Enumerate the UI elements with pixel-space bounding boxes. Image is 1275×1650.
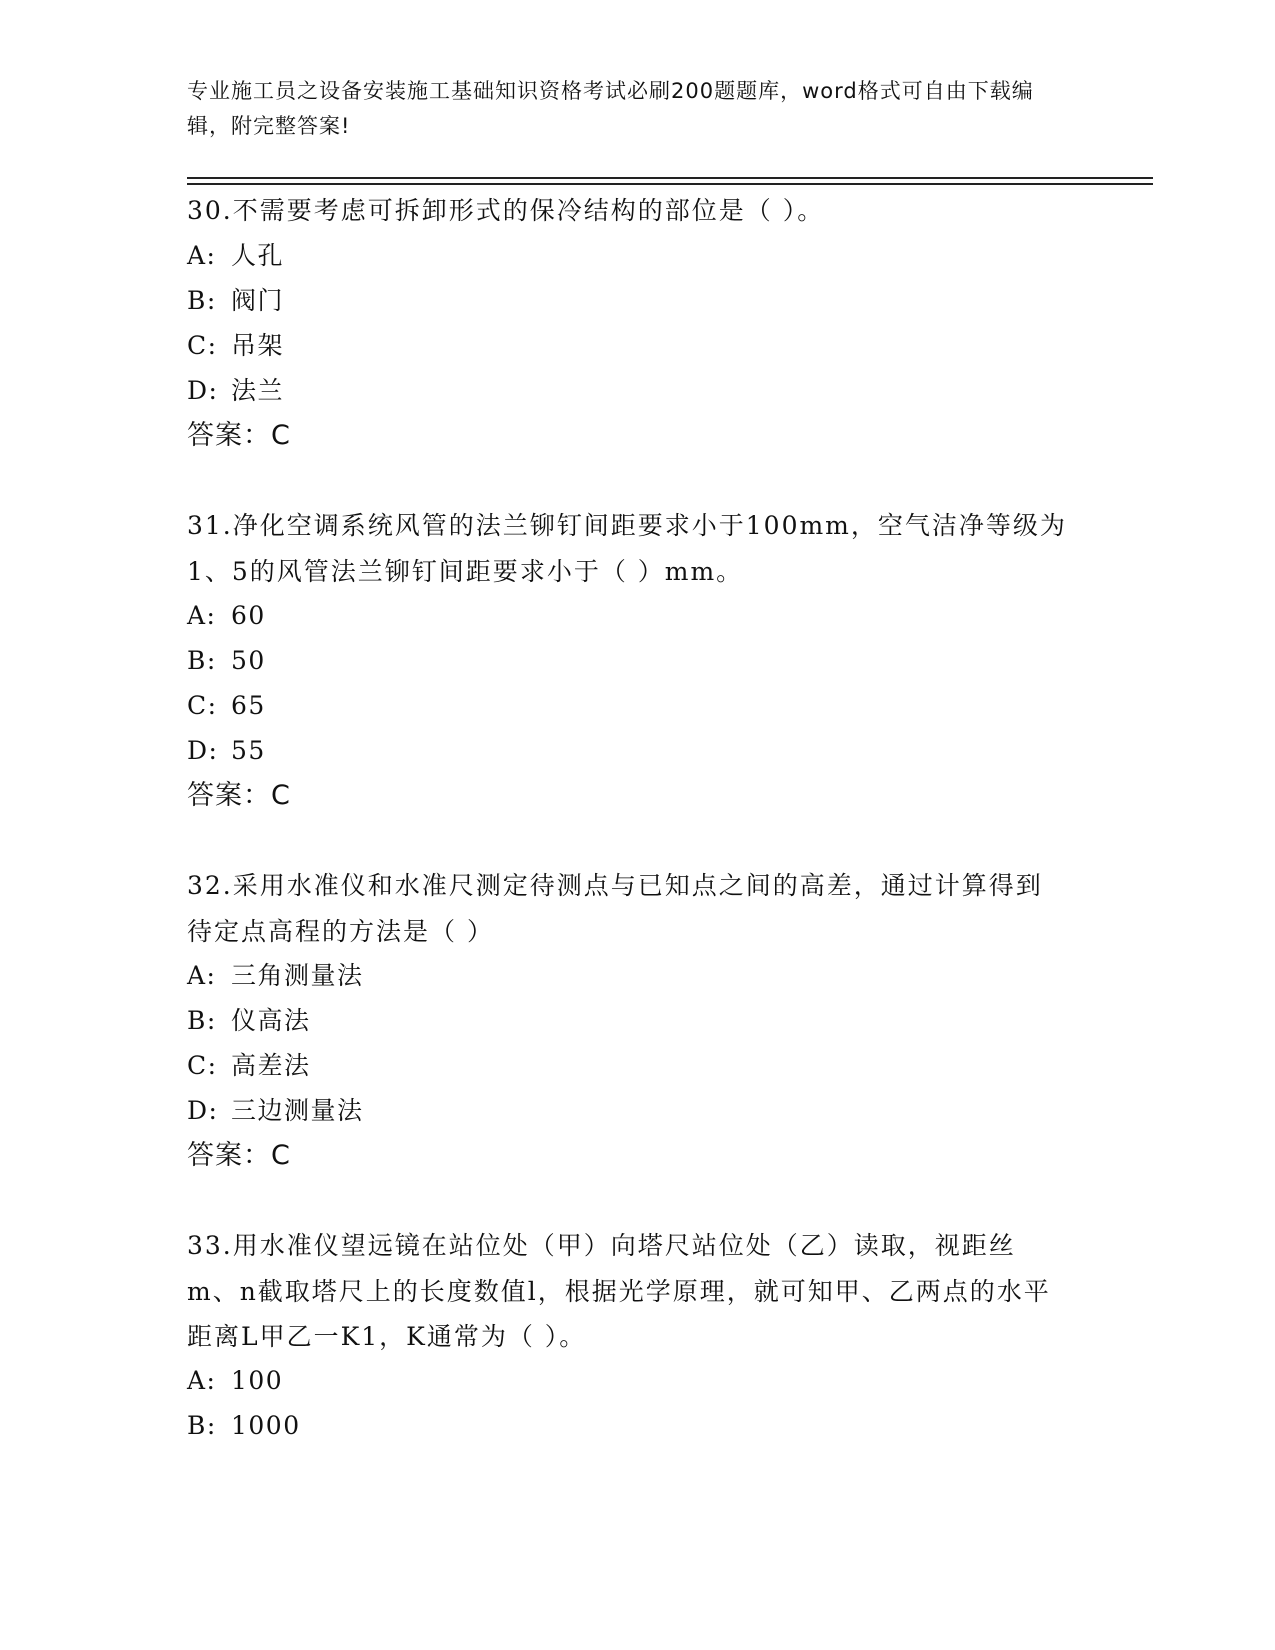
question-33-text: 33.用水准仪望远镜在站位处（甲）向塔尺站位处（乙）读取，视距丝m、n截取塔尺上的长度数值l，根据光学原理，就可知甲、乙两点的水平距离L甲乙一K1，K通常为（ ）。 bbox=[187, 1231, 1051, 1351]
option-text: 仪高法 bbox=[231, 1006, 311, 1035]
question-33-option-b bbox=[187, 1403, 301, 1448]
document-header: 专业施工员之设备安装施工基础知识资格考试必刷200题题库，word格式可自由下载编辑，附完整答案! bbox=[187, 79, 1034, 138]
option-text: 人孔 bbox=[231, 241, 285, 270]
option-letter: C: bbox=[187, 1051, 218, 1080]
question-31-answer: 答案：C bbox=[187, 780, 291, 811]
option-text: 1000 bbox=[231, 1411, 301, 1440]
option-letter: B: bbox=[187, 286, 217, 315]
option-text: 100 bbox=[231, 1366, 284, 1395]
header-divider-top bbox=[187, 177, 1153, 179]
option-text: 三角测量法 bbox=[231, 961, 364, 990]
question-32-option-c bbox=[187, 1043, 311, 1088]
option-letter: A: bbox=[187, 601, 217, 630]
question-30-option-c bbox=[187, 323, 284, 368]
question-30-option-b bbox=[187, 278, 284, 323]
question-32-option-b bbox=[187, 998, 311, 1043]
option-text: 高差法 bbox=[231, 1051, 311, 1080]
header-divider-bottom bbox=[187, 183, 1153, 185]
question-33-option-a bbox=[187, 1358, 283, 1403]
option-text: 55 bbox=[231, 736, 266, 765]
question-30-option-a bbox=[187, 233, 284, 278]
option-letter: C: bbox=[187, 331, 218, 360]
option-letter: B: bbox=[187, 1006, 217, 1035]
option-text: 65 bbox=[231, 691, 266, 720]
option-text: 吊架 bbox=[231, 331, 285, 360]
option-letter: A: bbox=[187, 241, 217, 270]
question-32-answer: 答案：C bbox=[187, 1140, 291, 1171]
option-letter: D: bbox=[187, 1096, 219, 1125]
question-30-option-d bbox=[187, 368, 284, 413]
option-text: 阀门 bbox=[231, 286, 285, 315]
option-text: 60 bbox=[231, 601, 266, 630]
option-text: 法兰 bbox=[231, 376, 285, 405]
question-30-answer: 答案：C bbox=[187, 420, 291, 451]
option-letter: A: bbox=[187, 961, 217, 990]
option-letter: B: bbox=[187, 1411, 217, 1440]
question-32-option-a bbox=[187, 953, 364, 998]
option-letter: A: bbox=[187, 1366, 217, 1395]
question-31-option-d bbox=[187, 728, 266, 773]
question-31-option-c bbox=[187, 683, 266, 728]
option-letter: D: bbox=[187, 736, 219, 765]
question-31-text: 31.净化空调系统风管的法兰铆钉间距要求小于100mm，空气洁净等级为1、5的风管法兰铆钉间距要求小于（ ）mm。 bbox=[187, 511, 1067, 586]
option-text: 三边测量法 bbox=[231, 1096, 364, 1125]
option-letter: B: bbox=[187, 646, 217, 675]
option-letter: C: bbox=[187, 691, 218, 720]
option-text: 50 bbox=[231, 646, 266, 675]
question-30-text: 30.不需要考虑可拆卸形式的保冷结构的部位是（ ）。 bbox=[187, 196, 825, 225]
question-32-option-d bbox=[187, 1088, 364, 1133]
question-31-option-a bbox=[187, 593, 266, 638]
question-32-text: 32.采用水准仪和水准尺测定待测点与已知点之间的高差，通过计算得到待定点高程的方法是（ ） bbox=[187, 871, 1043, 946]
question-31-option-b bbox=[187, 638, 266, 683]
option-letter: D: bbox=[187, 376, 219, 405]
